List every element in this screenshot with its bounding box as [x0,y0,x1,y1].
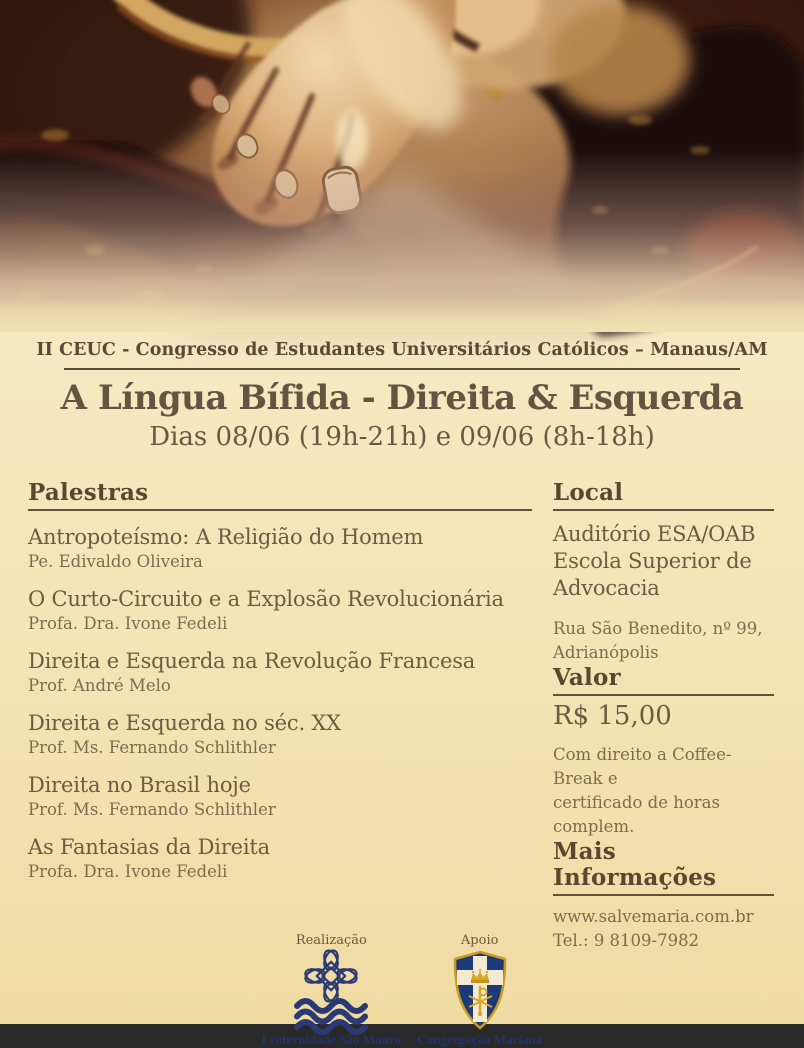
credits-footer [0,933,804,1048]
talk-title: O Curto-Circuito e a Explosão Revolucionária [28,587,504,611]
palestras-column [28,480,532,953]
talk-speaker: Prof. Ms. Fernando Schlithler [28,800,276,819]
venue [553,521,774,602]
address-line: Adrianópolis [553,643,659,662]
main-columns [28,480,774,953]
talk-title: Direita e Esquerda no séc. XX [28,711,341,735]
local-heading: Local [553,480,774,511]
kicker-divider [64,368,740,370]
apoio-name: Congregação Mariana [417,1032,543,1047]
price-note-line: certificado de horas complem. [553,793,720,836]
ticket-price: R$ 15,00 [553,701,672,731]
phone: Tel.: 9 8109-7982 [553,931,700,950]
price-note-line: Com direito a Coffee-Break e [553,745,732,788]
mais-informacoes-heading: Mais Informações [553,839,774,896]
talk-item [28,586,532,634]
talk-speaker: Profa. Dra. Ivone Fedeli [28,614,228,633]
palestras-heading: Palestras [28,480,532,511]
venue-line: Escola Superior de [553,549,752,573]
venue-line: Auditório ESA/OAB [553,522,756,546]
talks-list [28,524,532,882]
talk-item [28,648,532,696]
talk-title: Direita e Esquerda na Revolução Francesa [28,649,476,673]
apoio-label: Apoio [460,933,499,948]
marian-shield-crest-icon [449,950,511,1030]
talk-title: As Fantasias da Direita [28,835,270,859]
talk-speaker: Pe. Edivaldo Oliveira [28,552,203,571]
address-line: Rua São Benedito, nº 99, [553,619,763,638]
talk-speaker: Profa. Dra. Ivone Fedeli [28,862,228,881]
talk-speaker: Prof. André Melo [28,676,171,695]
event-title: A Língua Bífida - Direita & Esquerda [60,378,744,418]
knot-cross-waves-icon [289,950,373,1030]
venue-line: Advocacia [553,576,660,600]
realizacao-credit [262,933,401,1048]
talk-item [28,834,532,882]
talk-title: Antropoteísmo: A Religião do Homem [28,525,424,549]
talk-item [28,710,532,758]
talk-speaker: Prof. Ms. Fernando Schlithler [28,738,276,757]
event-schedule: Dias 08/06 (19h-21h) e 09/06 (8h-18h) [149,422,655,452]
talk-title: Direita no Brasil hoje [28,773,251,797]
apoio-credit [417,933,542,1048]
talk-item [28,524,532,572]
talk-item [28,772,532,820]
website: www.salvemaria.com.br [553,907,754,926]
realizacao-label: Realização [295,933,367,948]
price-note [553,743,774,839]
info-column [553,480,774,953]
realizacao-name: Fraternidade São Mauro [261,1032,402,1047]
venue-address [553,617,774,665]
event-kicker: II CEUC - Congresso de Estudantes Universitários Católicos – Manaus/AM [36,340,768,360]
valor-heading: Valor [553,665,774,696]
